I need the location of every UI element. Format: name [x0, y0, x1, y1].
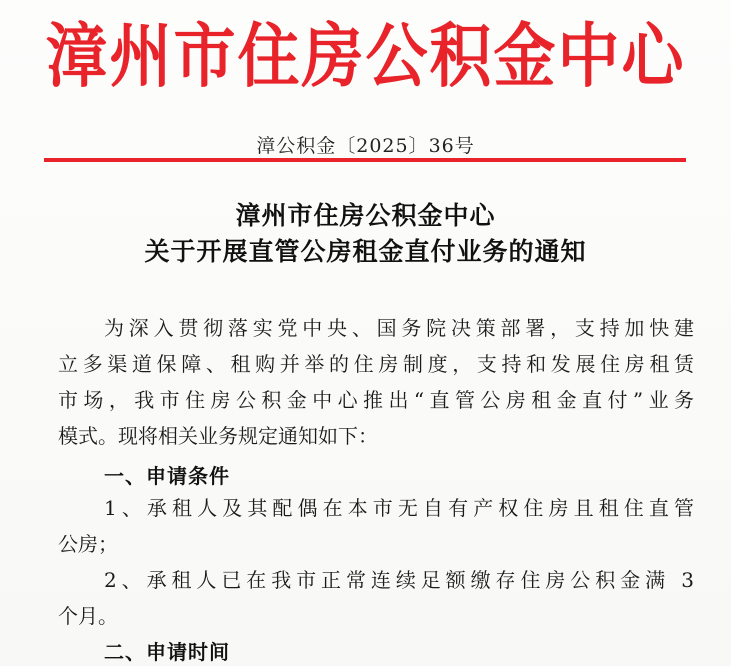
intro-line-3: 市场，我市住房公积金中心推出“直管公房租金直付”业务 — [58, 388, 694, 412]
masthead-org-name: 漳州市住房公积金中心 — [45, 14, 686, 97]
notice-title-line-2: 关于开展直管公房租金直付业务的通知 — [144, 237, 587, 266]
section-1-heading: 一、申请条件 — [104, 464, 230, 488]
intro-line-1: 为深入贯彻落实党中央、国务院决策部署，支持加快建 — [104, 316, 694, 340]
section-2-heading: 二、申请时间 — [104, 640, 230, 664]
intro-line-2: 立多渠道保障、租购并举的住房制度，支持和发展住房租赁 — [58, 352, 694, 376]
condition-1-line-2: 公房； — [58, 532, 118, 556]
condition-2-line-2: 个月。 — [58, 604, 118, 628]
red-divider-line — [44, 158, 686, 162]
document-number: 漳公积金〔2025〕36号 — [256, 135, 475, 157]
condition-1-line-1: 1、承租人及其配偶在本市无自有产权住房且租住直管 — [104, 496, 694, 520]
condition-2-line-1: 2、承租人已在我市正常连续足额缴存住房公积金满 3 — [104, 568, 694, 592]
notice-title-line-1: 漳州市住房公积金中心 — [235, 201, 496, 230]
intro-line-4: 模式。现将相关业务规定通知如下： — [58, 424, 378, 448]
